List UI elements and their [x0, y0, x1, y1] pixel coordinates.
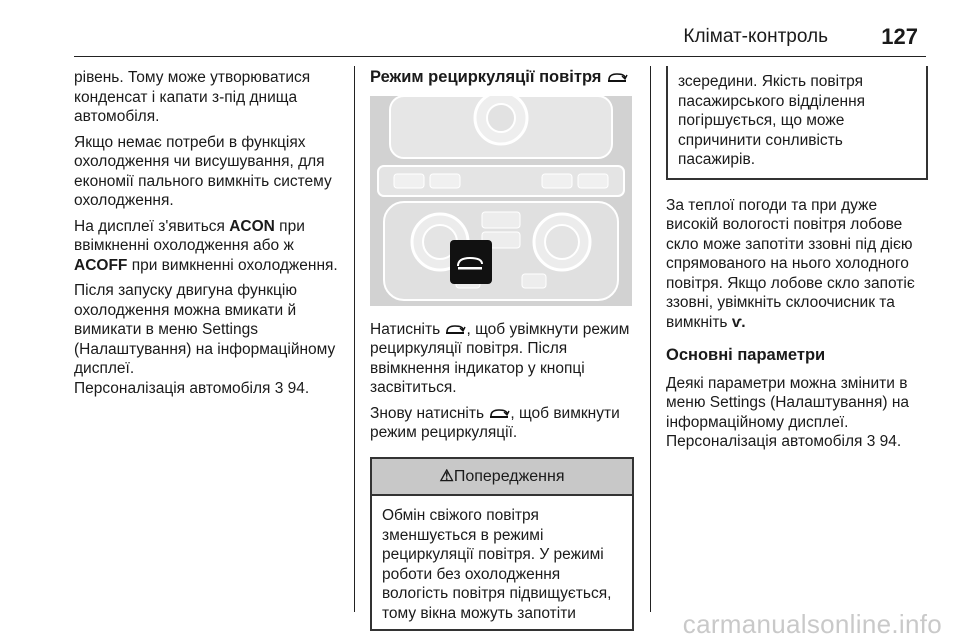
warning-box-continued: [666, 66, 928, 180]
text: при ввімкненні охолодження або ж: [74, 217, 305, 254]
warning-text: Обмін свіжого повітря зменшується в режимі рециркуляції повітря. У режимі роботи без охолодження вологість повітря підвищується, тому вікна можуть запотіти: [382, 507, 612, 622]
warning-body: [372, 496, 632, 629]
acoff-label: ACOFF: [74, 256, 128, 274]
paragraph: [370, 320, 634, 398]
paragraph: [74, 281, 342, 398]
section-heading: Основні параметри: [666, 346, 826, 364]
column-1: [74, 68, 342, 398]
text: Після запуску двигуна функцію охолодження можна вмикати й вимикати в меню Settings (Налаштування) на інформаційному дисплеї.: [74, 282, 336, 377]
page-number: 127: [881, 24, 918, 49]
column-3: [666, 68, 928, 452]
column-divider: [354, 66, 355, 612]
text: , щоб увімкнути режим рециркуляції повітря. Після ввімкнення індикатор у кнопці засвітиться.: [370, 320, 630, 396]
text: , щоб вимкнути режим рециркуляції.: [370, 404, 620, 441]
wiper-symbol: ⱱ.: [731, 313, 746, 331]
text: На дисплеї з'явиться: [74, 217, 230, 235]
cross-reference: Персоналізація автомобіля 3 94.: [74, 379, 310, 397]
column-2: [370, 68, 634, 631]
text: За теплої погоди та при дуже високій вологості повітря лобове скло може запотіти ззовні під дією спрямованого на нього холодного повітря. Якщо лобове скло запотіє ззовні, увімкніть склоочисник та вимкніть: [666, 196, 915, 331]
heading-text: Режим рециркуляції повітря: [370, 68, 602, 86]
text: при вимкненні охолодження.: [127, 256, 338, 274]
acon-label: ACON: [229, 217, 275, 235]
header-rule: [74, 56, 926, 57]
paragraph: [666, 374, 928, 452]
recirculation-icon: [606, 69, 628, 80]
warning-triangle-icon: ⚠: [439, 467, 454, 485]
page-header-title: Клімат-контроль: [683, 26, 828, 47]
climate-panel-illustration: [370, 96, 632, 306]
paragraph: [666, 196, 928, 333]
section-heading: [370, 68, 634, 88]
warning-title: Попередження: [453, 467, 565, 485]
warning-text-continued: зсередини. Якість повітря пасажирського відділення погіршується, що може спричинити сонливість пасажирів.: [678, 73, 866, 168]
warning-box: [370, 457, 634, 632]
text: Деякі параметри можна змінити в меню Settings (Налаштування) на інформаційному дисплеї.: [666, 374, 910, 431]
paragraph: рівень. Тому може утворюватися конденсат і капати з-під днища автомобіля.: [74, 69, 311, 125]
cross-reference: Персоналізація автомобіля 3 94.: [666, 433, 902, 450]
paragraph: [74, 217, 342, 276]
text: Натисніть: [370, 320, 445, 338]
recirculation-icon: [488, 405, 510, 416]
warning-header: [372, 459, 632, 497]
paragraph: [370, 404, 634, 443]
paragraph: Якщо немає потреби в функціях охолодження чи висушування, для економії пального вимкніть систему охолодження.: [74, 133, 332, 209]
recirculation-icon: [444, 321, 466, 332]
column-divider: [650, 66, 651, 612]
watermark: carmanualsonline.info: [682, 609, 942, 639]
text: Знову натисніть: [370, 404, 489, 422]
